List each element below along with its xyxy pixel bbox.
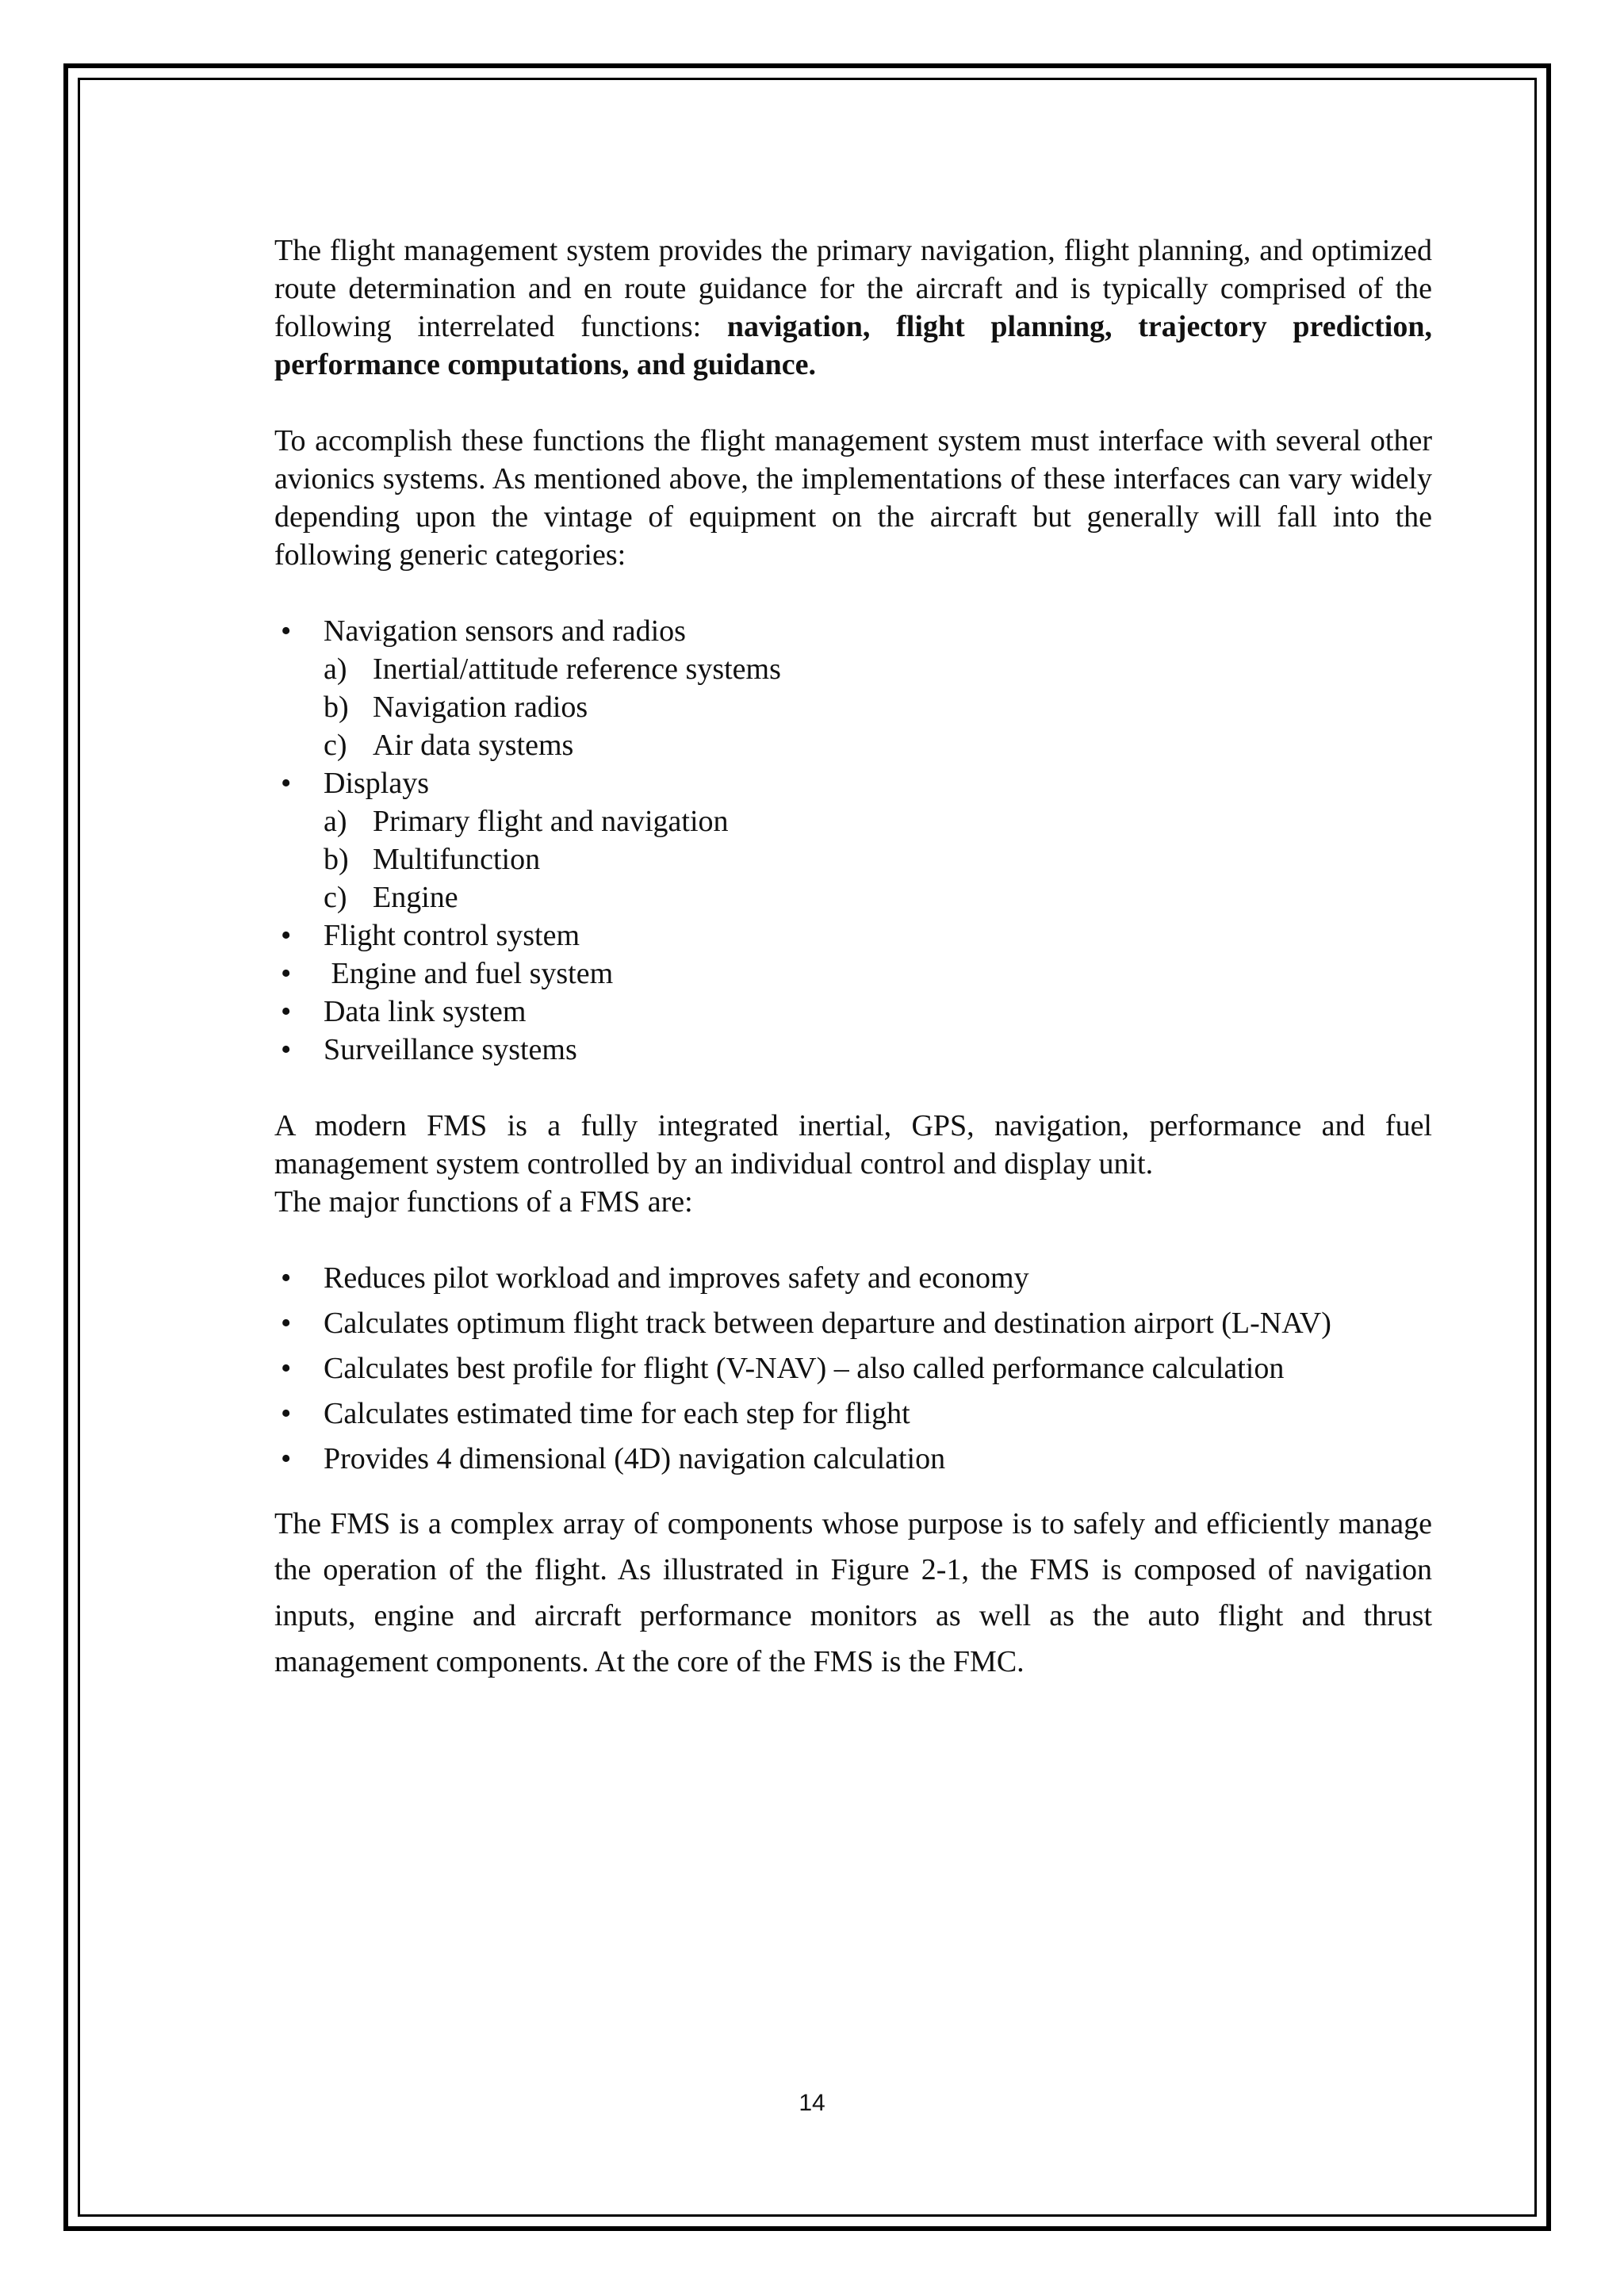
bullet-icon: • [281, 919, 292, 952]
sub-marker: c) [324, 729, 347, 762]
functions-list [274, 1259, 1432, 1478]
intro-functions-bold: navigation, flight planning, trajectory prediction, performance computations, and guidance. [274, 310, 1432, 381]
sub-marker: c) [324, 881, 347, 914]
sub-list [324, 650, 1432, 764]
page-number: 14 [799, 2090, 825, 2116]
sub-list-container [274, 802, 1432, 916]
function-label: Reduces pilot workload and improves safety and economy [324, 1261, 1029, 1295]
sub-item [324, 726, 1432, 764]
sub-marker: a) [324, 652, 347, 686]
sub-marker: a) [324, 805, 347, 838]
interfaces-paragraph: To accomplish these functions the flight management system must interface with several other avionics systems. As mentioned above, the implementations of these interfaces can vary widely depending upon the vintage of equipment on the aircraft but generally will fall into the following generic categories: [274, 424, 1432, 572]
bullet-icon: • [281, 995, 292, 1028]
function-item [274, 1304, 1432, 1342]
function-label: Calculates best profile for flight (V-NAV) – also called performance calculation [324, 1352, 1285, 1385]
intro-paragraph [274, 232, 1432, 384]
intro-text: The flight management system provides the primary navigation, flight planning, and optimized route determination and en route guidance for the aircraft and is typically comprised of the following interrelated functions: [274, 234, 1432, 343]
bullet-icon: • [281, 1352, 292, 1385]
bullet-icon: • [281, 957, 292, 990]
category-item [274, 955, 1432, 993]
modern-fms-paragraph: A modern FMS is a fully integrated inertial, GPS, navigation, performance and fuel management system controlled by an individual control and display unit. [274, 1109, 1432, 1181]
function-label: Provides 4 dimensional (4D) navigation calculation [324, 1442, 946, 1475]
function-item [274, 1395, 1432, 1433]
sub-label: Engine [373, 881, 458, 914]
category-item [274, 612, 1432, 650]
bullet-icon: • [281, 1033, 292, 1066]
sub-item [324, 650, 1432, 688]
category-label: Surveillance systems [324, 1033, 577, 1066]
sub-label: Air data systems [373, 729, 574, 762]
category-item [274, 916, 1432, 955]
function-item [274, 1259, 1432, 1297]
sub-item [324, 688, 1432, 726]
category-label: Navigation sensors and radios [324, 614, 686, 648]
bullet-icon: • [281, 1261, 292, 1295]
bullet-icon: • [281, 1442, 292, 1475]
category-item [274, 1031, 1432, 1069]
page-content [274, 232, 1432, 1685]
category-label: Data link system [324, 995, 527, 1028]
category-item [274, 764, 1432, 802]
category-label: Flight control system [324, 919, 580, 952]
sub-marker: b) [324, 843, 349, 876]
function-label: Calculates optimum flight track between departure and destination airport (L-NAV) [324, 1307, 1331, 1340]
sub-label: Multifunction [373, 843, 541, 876]
function-item [274, 1349, 1432, 1387]
category-label: Displays [324, 767, 429, 800]
category-label: Engine and fuel system [324, 957, 614, 990]
sub-list [324, 802, 1432, 916]
bullet-icon: • [281, 1397, 292, 1430]
sub-label: Inertial/attitude reference systems [373, 652, 781, 686]
function-label: Calculates estimated time for each step for flight [324, 1397, 910, 1430]
bullet-icon: • [281, 1307, 292, 1340]
sub-item [324, 840, 1432, 878]
bullet-icon: • [281, 614, 292, 648]
sub-list-container [274, 650, 1432, 764]
bullet-icon: • [281, 767, 292, 800]
sub-item [324, 878, 1432, 916]
sub-label: Primary flight and navigation [373, 805, 729, 838]
major-functions-intro: The major functions of a FMS are: [274, 1185, 693, 1219]
category-list [274, 612, 1432, 1069]
sub-label: Navigation radios [373, 691, 588, 724]
category-item [274, 993, 1432, 1031]
function-item [274, 1440, 1432, 1478]
fms-components-paragraph: The FMS is a complex array of components whose purpose is to safely and efficiently manage the operation of the flight. As illustrated in Figure 2-1, the FMS is composed of navigation inputs, engine and aircraft performance monitors as well as the auto flight and thrust management components. At the core of the FMS is the FMC. [274, 1507, 1432, 1678]
sub-marker: b) [324, 691, 349, 724]
sub-item [324, 802, 1432, 840]
